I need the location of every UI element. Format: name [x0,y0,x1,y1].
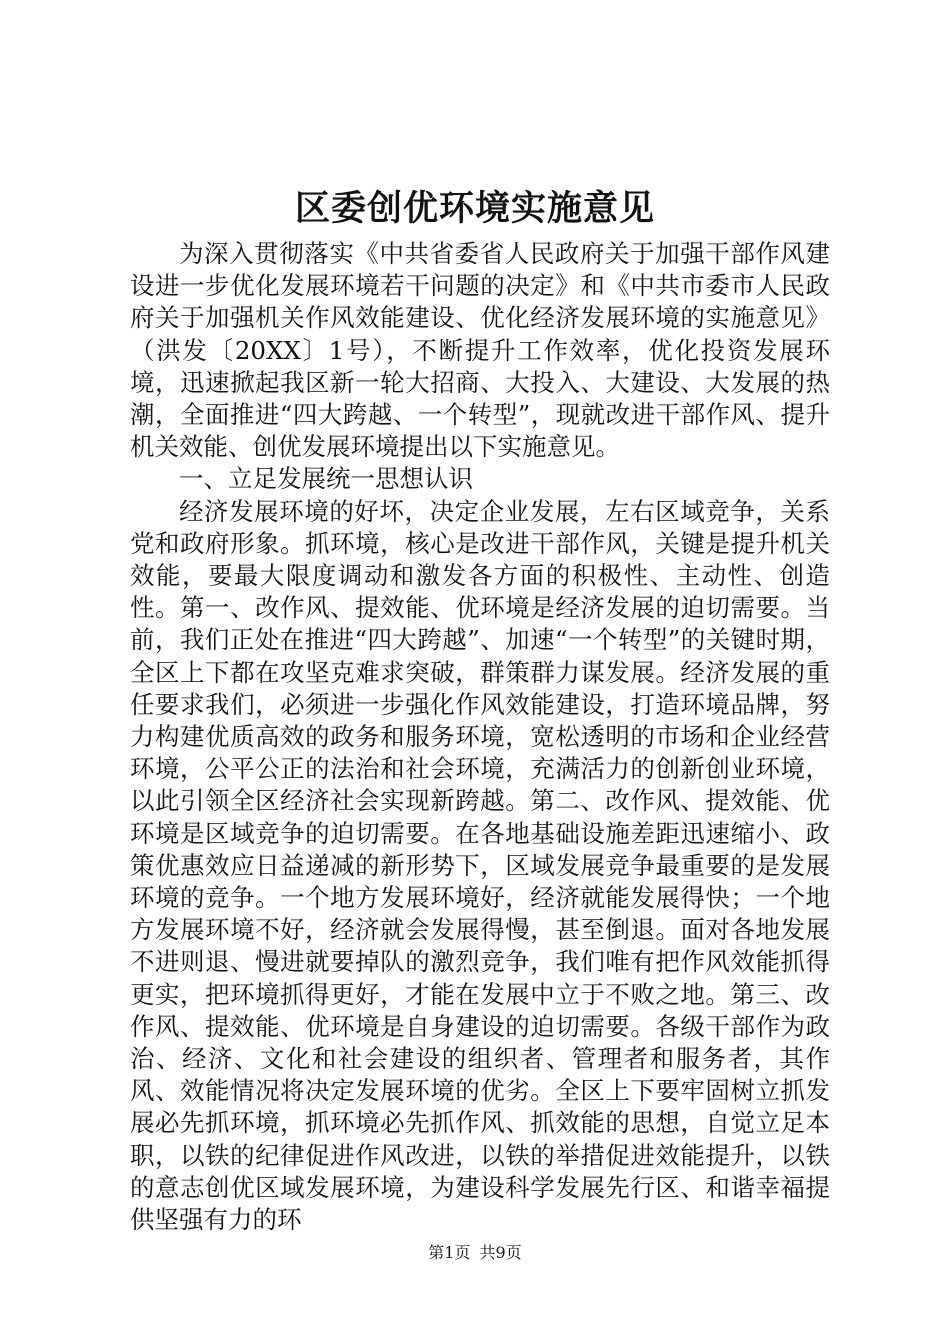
page-number: 第1页 [428,1243,471,1262]
document-title: 区委创优环境实施意见 [294,188,655,229]
body-paragraph: 经济发展环境的好坏，决定企业发展，左右区域竞争，关系党和政府形象。抓环境，核心是改进干部作风，关键是提升机关效能，要最大限度调动和激发各方面的积极性、主动性、创造性。第一、改作风、提效能、优环境是经济发展的迫切需要。当前，我们正处在推进“四大跨越”、加速“一个转型”的关键时期，全区上下都在攻坚克难求突破，群策群力谋发展。经济发展的重任要求我们，必须进一步强化作风效能建设，打造环境品牌，努力构建优质高效的政务和服务环境，宽松透明的市场和企业经营环境，公平公正的法治和社会环境，充满活力的创新创业环境，以此引领全区经济社会实现新跨越。第二、改作风、提效能、优环境是区域竞争的迫切需要。在各地基础设施差距迅速缩小、政策优惠效应日益递减的新形势下，区域发展竞争最重要的是发展环境的竞争。一个地方发展环境好，经济就能发展得快；一个地方发展环境不好，经济就会发展得慢，甚至倒退。面对各地发展不进则退、慢进就要掉队的激烈竞争，我们唯有把作风效能抓得更实，把环境抓得更好，才能在发展中立于不败之地。第三、改作风、提效能、优环境是自身建设的迫切需要。各级干部作为政治、经济、文化和社会建设的组织者、管理者和服务者，其作风、效能情况将决定发展环境的优劣。全区上下要牢固树立抓发展必先抓环境，抓环境必先抓作风、抓效能的思想，自觉立足本职，以铁的纪律促进作风改进，以铁的举措促进效能提升，以铁的意志创优区域发展环境，为建设科学发展先行区、和谐幸福提供坚强有力的环 [130,496,830,1235]
section-heading: 一、立足发展统一思想认识 [179,464,473,494]
page-total: 共9页 [479,1243,522,1262]
page-footer [0,1242,950,1264]
document-body [130,238,830,1236]
intro-paragraph: 为深入贯彻落实《中共省委省人民政府关于加强干部作风建设进一步优化发展环境若干问题的决定》和《中共市委市人民政府关于加强机关作风效能建设、优化经济发展环境的实施意见》（洪发〔20XX〕1号），不断提升工作效率，优化投资发展环境，迅速掀起我区新一轮大招商、大投入、大建设、大发展的热潮，全面推进“四大跨越、一个转型”，现就改进干部作风、提升机关效能、创优发展环境提出以下实施意见。 [130,239,830,462]
